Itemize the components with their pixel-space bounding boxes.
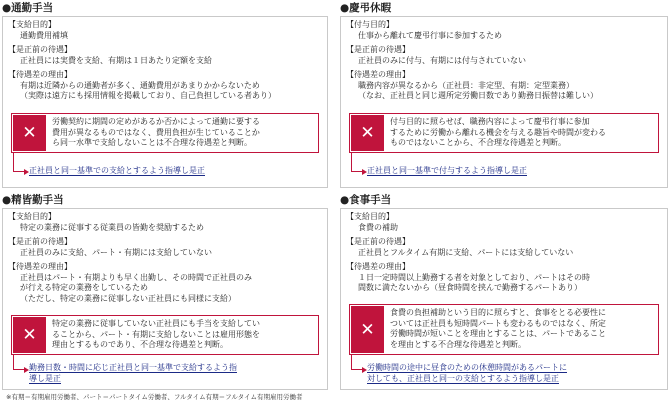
panel-box xyxy=(2,208,328,390)
panel-box xyxy=(340,208,668,390)
panel-commute xyxy=(2,2,328,188)
purpose-section xyxy=(346,212,663,233)
judgement-line: ついては正社員も短時間パートも変わるものではなく、所定 xyxy=(390,318,606,328)
judgement-box xyxy=(11,315,319,355)
x-mark-icon: ✕ xyxy=(13,115,46,151)
before-section xyxy=(346,237,663,258)
recommendation xyxy=(367,363,661,384)
judgement-box xyxy=(11,113,319,153)
section-body: （なお、正社員と同じ週所定労働日数であり勤務日振替は難しい） xyxy=(358,91,598,100)
panel-title: ●精皆勤手当 xyxy=(2,194,64,206)
recommendation xyxy=(367,166,661,177)
judgement-line: を理由とする不合理な待遇差と判断。 xyxy=(390,339,526,349)
before-section xyxy=(8,45,323,66)
judgement-line: 特定の業務に従事していない正社員にも手当を支給してい xyxy=(52,319,260,328)
recommendation-text: 導し是正 xyxy=(29,373,61,383)
x-mark-icon: ✕ xyxy=(351,115,384,151)
judgement-line: するために労働から離れる機会を与える趣旨や時間が変わる xyxy=(390,127,606,137)
reason-section xyxy=(346,70,663,102)
section-body: １日一定時間以上勤務する者を対象としており、パートはその時 xyxy=(358,272,590,282)
recommendation-text: 労働時間の途中に昼食のための休憩時間があるパートに xyxy=(367,363,567,372)
x-mark-icon: ✕ xyxy=(13,317,46,353)
recommendation xyxy=(29,363,321,384)
section-body: 正社員はパート・有期よりも早く出勤し、その時間で正社員のみ xyxy=(20,272,252,282)
judgement-line: 食費の負担補助という目的に照らすと、食事をとる必要性に xyxy=(390,308,606,317)
arrow-icon xyxy=(13,153,24,172)
panel-title: ●慶弔休暇 xyxy=(340,2,392,14)
x-mark-icon: ✕ xyxy=(351,306,384,353)
section-body: 正社員には実費を支給、有期は１日あたり定額を支給 xyxy=(20,55,212,65)
section-heading: 【待遇差の理由】 xyxy=(8,70,72,79)
judgement-line: 労働時間が短いことを理由とすることは、パートであること xyxy=(390,329,606,338)
recommendation xyxy=(29,166,321,177)
panel-seikin xyxy=(2,194,328,390)
section-heading: 【是正前の待遇】 xyxy=(346,45,410,54)
judgement-box xyxy=(349,113,659,153)
judgement-line: 費用が異なるものではなく、費用負担が生じていることか xyxy=(52,127,260,137)
before-section xyxy=(346,45,663,66)
recommendation-text: 正社員と同一基準での支給とするよう指導し是正 xyxy=(29,166,205,175)
section-heading: 【是正前の待遇】 xyxy=(346,237,410,246)
section-body: （ただし、特定の業務に従事しない正社員にも同様に支給） xyxy=(20,293,236,303)
judgement-line: 付与目的に照らせば、職務内容によって慶弔行事に参加 xyxy=(390,117,590,126)
section-body: 間数に満たないから（昼食時間を挟んで勤務するパートあり） xyxy=(358,283,582,292)
purpose-section xyxy=(8,20,323,41)
arrow-icon xyxy=(351,355,362,370)
section-body: 職務内容が異なるから（正社員：非定型、有期：定型業務） xyxy=(358,80,574,90)
section-heading: 【待遇差の理由】 xyxy=(346,70,410,79)
section-heading: 【支給目的】 xyxy=(346,212,394,221)
section-heading: 【待遇差の理由】 xyxy=(8,262,72,271)
section-body: が行える特定の業務をしているため xyxy=(20,283,148,292)
purpose-section xyxy=(346,20,663,41)
section-body: （実際は遠方にも採用情報を掲載しており、自己負担している者あり） xyxy=(20,91,276,100)
panel-box xyxy=(340,16,668,188)
section-body: 有期は近隣からの通勤者が多く、通勤費用があまりかからないため xyxy=(20,80,260,90)
panel-box xyxy=(2,16,328,188)
judgement-line: 労働契約に期間の定めがあるか否かによって通勤に要する xyxy=(52,117,260,126)
purpose-section xyxy=(8,212,323,233)
recommendation-text: 勤務日数・時間に応じ正社員と同一基準で支給するよう指 xyxy=(29,363,237,372)
judgement-line: 理由とするものであり、不合理な待遇差と判断。 xyxy=(52,340,228,349)
section-heading: 【待遇差の理由】 xyxy=(346,262,410,271)
judgement-box xyxy=(349,304,659,355)
panel-title: ●通勤手当 xyxy=(2,2,54,14)
section-body: 仕事から離れて慶弔行事に参加するため xyxy=(358,30,502,40)
section-body: 食費の補助 xyxy=(358,222,398,232)
reason-section xyxy=(8,262,323,304)
judgement-line: ら同一水準で支給しないことは不合理な待遇差と判断。 xyxy=(52,138,252,147)
section-heading: 【支給目的】 xyxy=(8,20,56,29)
judgement-line: ものではないことから、不合理な待遇差と判断。 xyxy=(390,138,566,147)
section-heading: 【是正前の待遇】 xyxy=(8,45,72,54)
section-heading: 【是正前の待遇】 xyxy=(8,237,72,246)
section-body: 特定の業務に従事する従業員の皆勤を奨励するため xyxy=(20,222,204,232)
reason-section xyxy=(8,70,323,102)
footnote: ※有期＝有期雇用労働者、パート＝パートタイム労働者、フルタイム有期＝フルタイム有期雇用労働者 xyxy=(6,393,303,401)
section-body: 正社員とフルタイム有期に支給、パートには支給していない xyxy=(358,247,574,257)
recommendation-text: 正社員と同一基準で付与するよう指導し是正 xyxy=(367,166,527,175)
panel-keicho xyxy=(340,2,668,188)
judgement-line: ることから、パート・有期に支給しないことは雇用形態を xyxy=(52,329,260,339)
arrow-icon xyxy=(351,153,362,172)
section-body: 通勤費用補填 xyxy=(20,30,68,40)
section-body: 正社員のみに支給、パート・有期には支給していない xyxy=(20,247,212,257)
before-section xyxy=(8,237,323,258)
panel-meal xyxy=(340,194,668,390)
reason-section xyxy=(346,262,663,294)
section-heading: 【付与目的】 xyxy=(346,20,394,29)
section-heading: 【支給目的】 xyxy=(8,212,56,221)
section-body: 正社員のみに付与、有期には付与されていない xyxy=(358,55,526,65)
recommendation-text: 対しても、正社員と同一の支給とするよう指導し是正 xyxy=(367,373,559,383)
panel-title: ●食事手当 xyxy=(340,194,392,206)
arrow-icon xyxy=(13,355,24,370)
